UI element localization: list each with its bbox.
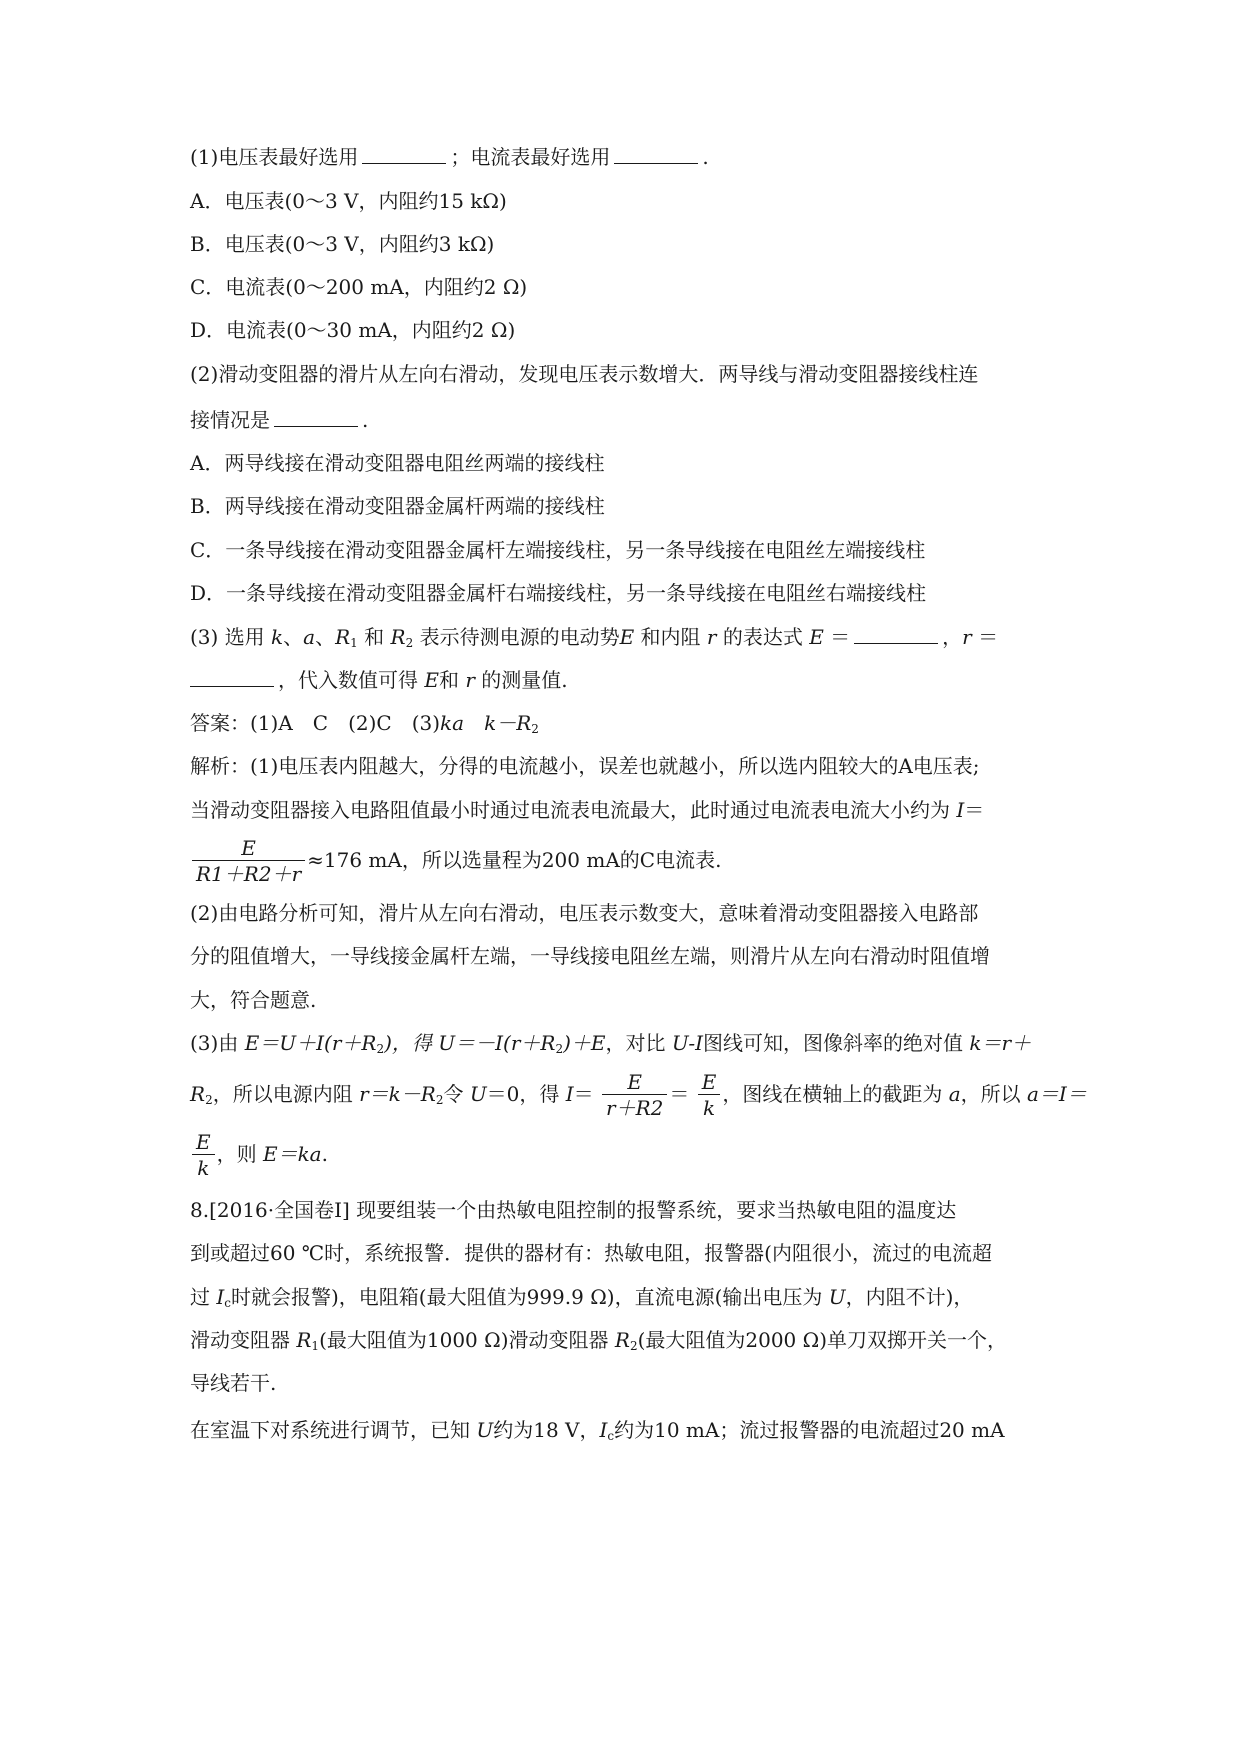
q8-text: 滑动变阻器 xyxy=(190,1328,297,1352)
subscript: c xyxy=(607,1429,615,1443)
q3-text: 的测量值. xyxy=(474,668,568,692)
q1-option-d: D．电流表(0～30 mA，内阻约2 Ω) xyxy=(190,318,516,342)
q2-stem-text: 接情况是 xyxy=(190,408,270,432)
fraction-E-over-sum xyxy=(192,836,305,887)
analysis-p2-line3: 大，符合题意. xyxy=(190,988,317,1012)
var-k: k xyxy=(271,625,284,649)
q3-text: ＝ xyxy=(823,625,851,649)
q8-text: 约为10 mA；流过报警器的电流超过20 mA xyxy=(614,1418,1005,1442)
q1-stem-text: (1)电压表最好选用 xyxy=(190,145,359,169)
var-a: a xyxy=(948,1082,961,1106)
fraction-numerator: E xyxy=(196,1130,211,1154)
q3-line2 xyxy=(190,665,1051,695)
var-I: I xyxy=(565,1082,574,1106)
analysis-text: ＝ xyxy=(573,1082,594,1106)
q3-line1 xyxy=(190,622,1051,658)
analysis-text: ，则 xyxy=(216,1142,263,1166)
q3-text: 和 xyxy=(357,625,391,649)
analysis-text: ，所以 xyxy=(960,1082,1027,1106)
q8-text: 在室温下对系统进行调节，已知 xyxy=(190,1418,477,1442)
var-E: E xyxy=(809,625,824,649)
var-r: r xyxy=(962,625,972,649)
fraction-E-over-r-R2 xyxy=(602,1070,667,1121)
q3-text: ＝ xyxy=(971,625,999,649)
subscript: 2 xyxy=(435,1093,444,1107)
answer-blank xyxy=(614,143,698,164)
analysis-text: 令 xyxy=(443,1082,470,1106)
q8-text: (最大阻值为2000 Ω)单刀双掷开关一个， xyxy=(637,1328,1008,1352)
q8-line5: 导线若干. xyxy=(190,1371,277,1395)
formula: U-I xyxy=(671,1031,704,1055)
var-R2: R xyxy=(614,1328,630,1352)
var-r: r xyxy=(706,625,717,649)
q2-stem-end: . xyxy=(362,408,369,432)
fraction-E-over-k xyxy=(192,1130,215,1181)
analysis-line1: 解析：(1)电压表内阻越大，分得的电流越小，误差也就越小，所以选内阻较大的A电压表; xyxy=(190,754,980,778)
subscript: 2 xyxy=(629,1339,638,1353)
subscript: c xyxy=(224,1296,231,1310)
formula: U＝－I(r＋R xyxy=(438,1031,556,1055)
fraction-E-over-k xyxy=(698,1070,721,1121)
answer-text: (1)A C (2)C (3) xyxy=(250,711,441,735)
subscript: 2 xyxy=(531,722,539,736)
answer-blank xyxy=(362,143,446,164)
q1-option-c: C．电流表(0～200 mA，内阻约2 Ω) xyxy=(190,275,528,299)
fraction-denominator: R1＋R2＋r xyxy=(192,860,305,887)
q8-line2: 到或超过60 ℃时，系统报警．提供的器材有：热敏电阻，报警器(内阻很小，流过的电流超 xyxy=(190,1241,992,1265)
fraction-denominator: k xyxy=(192,1154,215,1181)
q8-text: 过 xyxy=(190,1285,217,1309)
q3-text: ， xyxy=(942,625,963,649)
var-I: I xyxy=(599,1418,608,1442)
analysis-p2-line2: 分的阻值增大，一导线接金属杆左端，一导线接电阻丝左端，则滑片从左向右滑动时阻值增 xyxy=(190,944,990,968)
analysis-text: 图线可知，图像斜率的绝对值 xyxy=(703,1031,970,1055)
subscript: 2 xyxy=(555,1042,564,1056)
formula: )，得 xyxy=(384,1031,439,1055)
formula: E＝ka xyxy=(262,1142,322,1166)
analysis-text: 当滑动变阻器接入电路阻值最小时通过电流表电流最大，此时通过电流表电流大小约为 xyxy=(190,798,957,822)
formula: k＝r＋ xyxy=(969,1031,1032,1055)
answer-blank xyxy=(854,623,938,644)
analysis-text: ，所以电源内阻 xyxy=(212,1082,360,1106)
var-a: a xyxy=(303,625,316,649)
q8-line1: 8.[2016·全国卷Ⅰ] 现要组装一个由热敏电阻控制的报警系统，要求当热敏电阻的温度达 xyxy=(190,1198,957,1222)
var-U: U xyxy=(828,1285,846,1309)
var-I: I xyxy=(956,798,965,822)
analysis-text: ≈176 mA，所以选量程为200 mA的C电流表. xyxy=(307,848,722,872)
fraction-numerator: E xyxy=(241,836,256,860)
q2-option-d: D．一条导线接在滑动变阻器金属杆右端接线柱，另一条导线接在电阻丝右端接线柱 xyxy=(190,581,927,605)
var-U: U xyxy=(476,1418,494,1442)
fraction-denominator: k xyxy=(698,1094,721,1121)
analysis-p2-line1: (2)由电路分析可知，滑片从左向右滑动，电压表示数变大，意味着滑动变阻器接入电路部 xyxy=(190,901,979,925)
formula: E＝U＋I(r＋R xyxy=(244,1031,377,1055)
subscript: 2 xyxy=(205,1093,213,1107)
formula: )＋E xyxy=(563,1031,606,1055)
answer-k-minus-r: k－R xyxy=(464,711,532,735)
var-r: r xyxy=(465,668,475,692)
q3-text: 表示待测电源的电动势 xyxy=(413,625,620,649)
q8-line4 xyxy=(190,1325,1051,1361)
q1-stem xyxy=(190,142,1051,172)
analysis-line2 xyxy=(190,795,1051,825)
q1-stem-text-2: ；电流表最好选用 xyxy=(450,145,611,169)
var-I: I xyxy=(216,1285,225,1309)
q3-text: 、 xyxy=(283,625,304,649)
analysis-text: ，图线在横轴上的截距为 xyxy=(722,1082,949,1106)
var-R1: R xyxy=(296,1328,312,1352)
analysis-text: . xyxy=(321,1142,328,1166)
analysis-text: (3)由 xyxy=(190,1031,245,1055)
q2-option-b: B．两导线接在滑动变阻器金属杆两端的接线柱 xyxy=(190,494,605,518)
var-R: R xyxy=(190,1082,206,1106)
q8-text: 约为18 V， xyxy=(493,1418,600,1442)
analysis-text: ＝ xyxy=(964,798,985,822)
q8-line6 xyxy=(190,1415,1051,1451)
analysis-text: ＝0，得 xyxy=(486,1082,566,1106)
analysis-p3-line1 xyxy=(190,1028,1051,1064)
q3-text: ，代入数值可得 xyxy=(278,668,425,692)
q3-text: 和 xyxy=(438,668,466,692)
q1-option-b: B．电压表(0～3 V，内阻约3 kΩ) xyxy=(190,232,495,256)
answer-label: 答案： xyxy=(190,711,250,735)
answer-blank xyxy=(274,406,358,427)
q8-text: (最大阻值为1000 Ω)滑动变阻器 xyxy=(319,1328,615,1352)
q3-text: 的表达式 xyxy=(716,625,810,649)
q3-text: 和内阻 xyxy=(634,625,707,649)
var-E: E xyxy=(424,668,439,692)
var-U: U xyxy=(469,1082,487,1106)
q1-option-a: A．电压表(0～3 V，内阻约15 kΩ) xyxy=(190,189,507,213)
fraction-numerator: E xyxy=(627,1070,642,1094)
answer-ka: ka xyxy=(440,711,465,735)
fraction-denominator: r＋R2 xyxy=(602,1094,667,1121)
subscript: 1 xyxy=(350,636,358,650)
analysis-text: ，对比 xyxy=(605,1031,672,1055)
q2-option-c: C．一条导线接在滑动变阻器金属杆左端接线柱，另一条导线接在电阻丝左端接线柱 xyxy=(190,538,926,562)
q8-line3 xyxy=(190,1282,1051,1318)
analysis-line3 xyxy=(190,830,1051,890)
q2-option-a: A．两导线接在滑动变阻器电阻丝两端的接线柱 xyxy=(190,451,605,475)
q3-text: (3) 选用 xyxy=(190,625,265,649)
q8-text: 时就会报警)，电阻箱(最大阻值为999.9 Ω)，直流电源(输出电压为 xyxy=(231,1285,829,1309)
fraction-numerator: E xyxy=(701,1070,717,1094)
subscript: 2 xyxy=(405,636,414,650)
q2-stem-line1: (2)滑动变阻器的滑片从左向右滑动，发现电压表示数增大．两导线与滑动变阻器接线柱连 xyxy=(190,362,979,386)
var-R1: R xyxy=(335,625,351,649)
analysis-p3-line3 xyxy=(190,1124,1051,1184)
answer-line xyxy=(190,708,1051,744)
q2-stem-line2 xyxy=(190,405,1051,435)
subscript: 2 xyxy=(376,1042,385,1056)
formula: a＝I＝ xyxy=(1027,1082,1087,1106)
q1-stem-end: . xyxy=(702,145,709,169)
answer-blank xyxy=(190,666,274,687)
var-E: E xyxy=(619,625,635,649)
formula: r＝k－R xyxy=(359,1082,436,1106)
analysis-text: ＝ xyxy=(669,1082,690,1106)
var-R2: R xyxy=(390,625,406,649)
q3-text: 、 xyxy=(315,625,336,649)
subscript: 1 xyxy=(311,1339,320,1353)
analysis-p3-line2 xyxy=(190,1064,1087,1130)
q8-text: ，内阻不计)， xyxy=(845,1285,974,1309)
